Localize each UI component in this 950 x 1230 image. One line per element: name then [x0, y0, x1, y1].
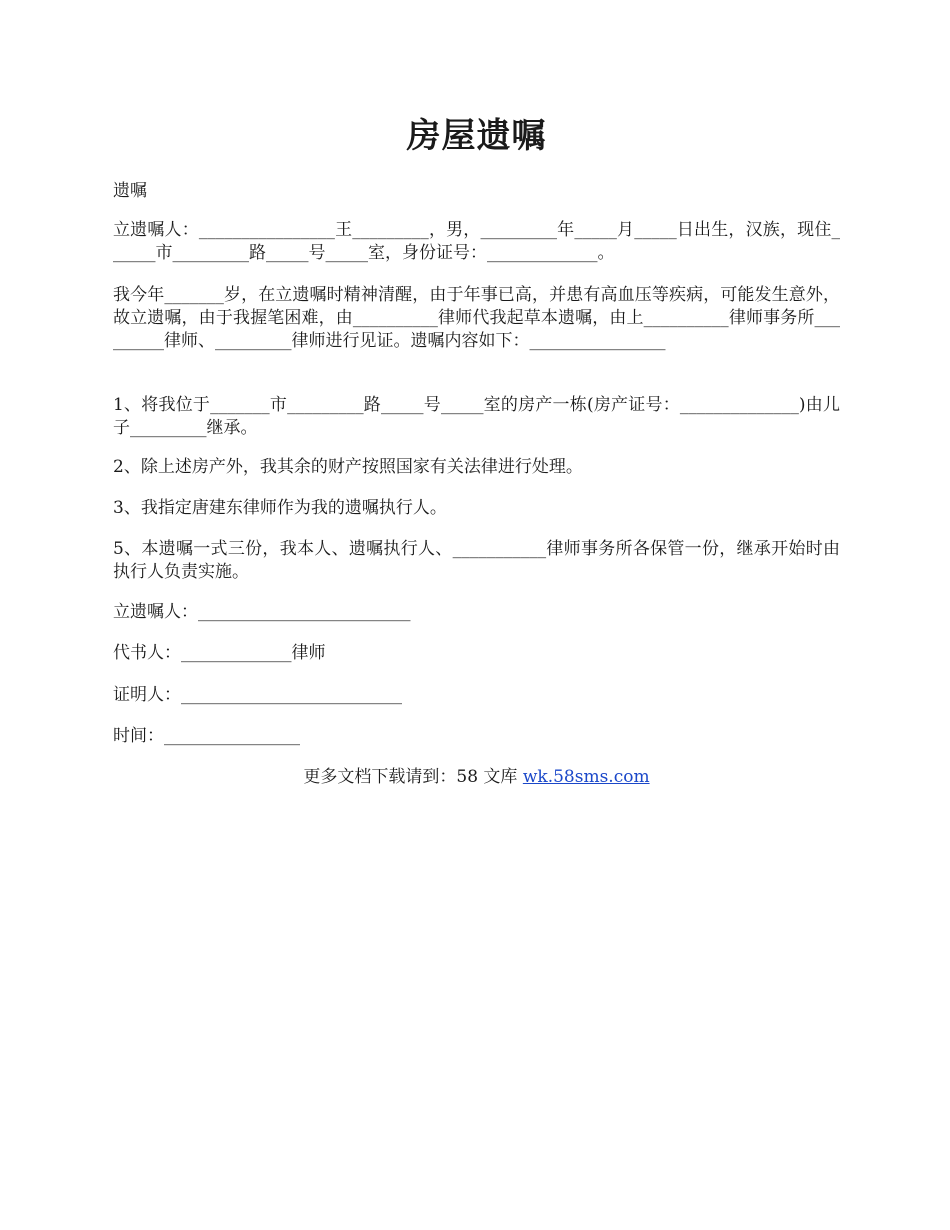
paragraph-item-1: 1、将我位于_______市_________路_____号_____室的房产一栋(房产证号：______________)由儿子_________继承。	[113, 395, 840, 438]
paragraph-item-2: 2、除上述房产外，我其余的财产按照国家有关法律进行处理。	[113, 457, 583, 477]
signature-witness: 证明人：__________________________	[113, 685, 402, 705]
signature-date: 时间：________________	[113, 726, 300, 746]
paragraph-item-5: 5、本遗嘱一式三份，我本人、遗嘱执行人、___________律师事务所各保管一份，继承开始时由执行人负责实施。	[113, 539, 840, 582]
signature-drafter: 代书人：_____________律师	[113, 643, 326, 663]
paragraph-testator-info: 立遗嘱人：________________王_________，男，_________年_____月_____日出生，汉族，现住______市_________路_____号_____室，身份证号：_____________。	[113, 220, 840, 263]
paragraph-item-3: 3、我指定唐建东律师作为我的遗嘱执行人。	[113, 498, 447, 518]
download-footer	[113, 766, 840, 789]
signature-testator: 立遗嘱人：_________________________	[113, 602, 411, 622]
footer-link[interactable]: wk.58sms.com	[522, 767, 650, 787]
paragraph-statement: 我今年_______岁，在立遗嘱时精神清醒，由于年事已高，并患有高血压等疾病，可能发生意外，故立遗嘱，由于我握笔困难，由__________律师代我起草本遗嘱，由上__________律师事务所_________律师、_________律师进行见证。遗嘱内容如下：________________	[113, 285, 840, 351]
footer-text: 更多文档下载请到：58 文库	[303, 767, 523, 787]
paragraph-heading: 遗嘱	[113, 181, 147, 201]
document-title: 房屋遗嘱	[406, 116, 547, 156]
